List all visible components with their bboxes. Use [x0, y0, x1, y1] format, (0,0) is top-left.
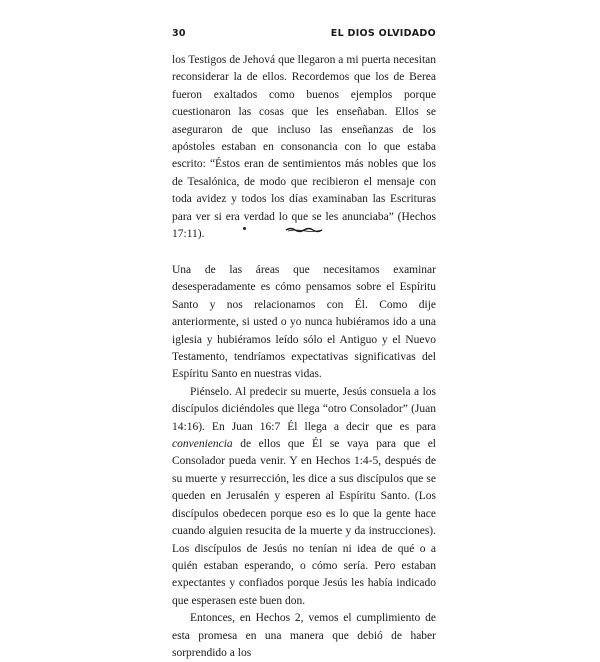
continued-paragraph: los Testigos de Jehová que llegaron a mi puerta necesitan reconsiderar la de ellos. Recordemos que los de Berea fueron exaltados como buenos ejemplos porque cuestionaron las cosas que les enseñaban. Ellos se aseguraron de que incluso las enseñanzas de los apóstoles estaban en consonancia con lo que estaba escrito: “Éstos eran de sentimientos más nobles que los de Tesalónica, de modo que recibieron el mensaje con toda avidez y todos los días examinaban las Escrituras para ver si era verdad lo que se les anunciaba” (Hechos 17:11).	[172, 54, 436, 241]
emphasis-word: conveniencia	[172, 438, 233, 451]
section-break-ornament	[285, 225, 323, 235]
page-number: 30	[172, 28, 186, 39]
paragraph-2-start: Piénselo. Al predecir su muerte, Jesús consuela a los discípulos diciéndoles que llega “otro Consolador” (Juan 14:16). En Juan 16:7 Él llega a decir que es para	[172, 385, 436, 433]
paragraph-1: Una de las áreas que necesitamos examinar desesperadamente es cómo pensamos sobre el Espíritu Santo y nos relacionamos con Él. Como dije anteriormente, si usted o yo nunca hubiéramos ido a una iglesia y hubiéramos leído sólo el Antiguo y el Nuevo Testamento, tendríamos expectativas significativas del Espíritu Santo en nuestras vidas.	[172, 264, 436, 381]
paragraph-2-end: de ellos que Él se vaya para que el Consolador pueda venir. Y en Hechos 1:4-5, después de su muerte y resurrección, les dice a sus discípulos que se queden en Jerusalén y esperen al Espíritu Santo. (Los discípulos obedecen porque eso es lo que la gente hace cuando alguien resucita de la muerte y da instrucciones). Los discípulos de Jesús no tenían ni idea de qué o a quién estaban esperando, o cómo sería. Pero estaban expectantes y confiados porque Jesús les había indicado que esperasen este buen don.	[172, 438, 436, 607]
running-head	[172, 28, 436, 44]
paragraph-3: Entonces, en Hechos 2, vemos el cumplimiento de esta promesa en una manera que debió de haber sorprendido a los	[172, 612, 436, 659]
paragraph-2	[172, 384, 436, 610]
book-title: EL DIOS OLVIDADO	[330, 28, 436, 39]
bottom-text-block	[172, 262, 436, 662]
ornament-dot	[243, 227, 246, 230]
top-text-block	[172, 52, 436, 243]
